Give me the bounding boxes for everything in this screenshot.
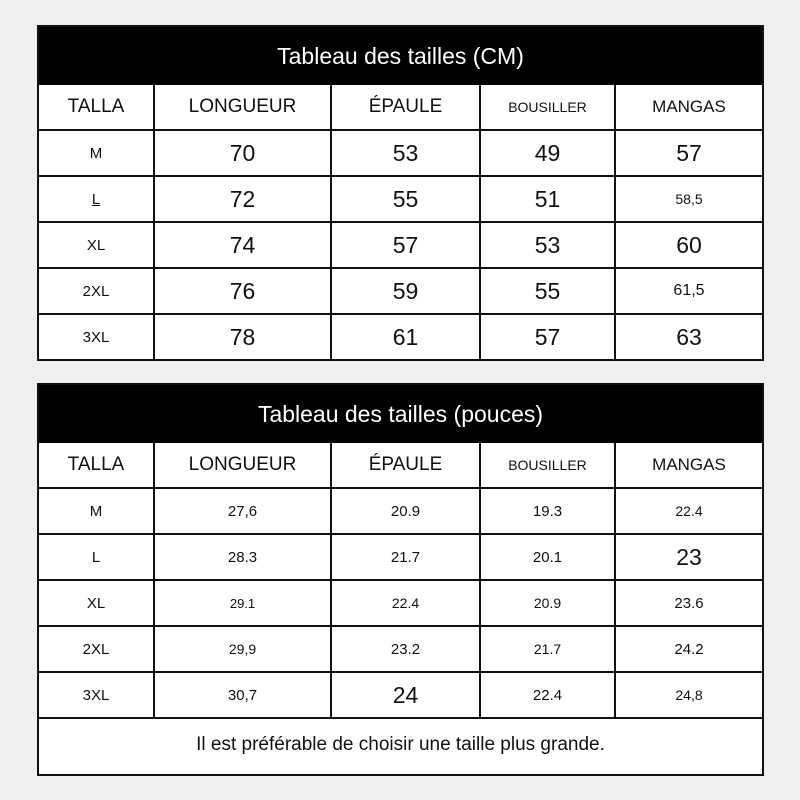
bust-cell: 51 bbox=[480, 176, 615, 222]
shoulder-cell: 21.7 bbox=[331, 534, 480, 580]
size-cell: M bbox=[39, 488, 154, 534]
table-row bbox=[39, 222, 762, 268]
sleeve-cell: 23 bbox=[615, 534, 762, 580]
sleeve-cell: 22.4 bbox=[615, 488, 762, 534]
shoulder-cell: 59 bbox=[331, 268, 480, 314]
column-header-shoulder: ÉPAULE bbox=[331, 443, 480, 488]
size-cell: XL bbox=[39, 580, 154, 626]
shoulder-cell: 20.9 bbox=[331, 488, 480, 534]
bust-cell: 20.1 bbox=[480, 534, 615, 580]
chart-title: Tableau des tailles (CM) bbox=[39, 27, 762, 85]
table-row bbox=[39, 672, 762, 718]
length-cell: 72 bbox=[154, 176, 331, 222]
length-cell: 28.3 bbox=[154, 534, 331, 580]
size-table bbox=[39, 85, 762, 359]
table-row bbox=[39, 626, 762, 672]
size-table bbox=[39, 443, 762, 771]
size-cell: M bbox=[39, 130, 154, 176]
bust-cell: 49 bbox=[480, 130, 615, 176]
column-header-length: LONGUEUR bbox=[154, 85, 331, 130]
size-chart-cm bbox=[37, 25, 764, 361]
size-cell: 3XL bbox=[39, 314, 154, 359]
table-row bbox=[39, 488, 762, 534]
header-row bbox=[39, 443, 762, 488]
sleeve-cell: 61,5 bbox=[615, 268, 762, 314]
bust-cell: 53 bbox=[480, 222, 615, 268]
sleeve-cell: 63 bbox=[615, 314, 762, 359]
size-cell: L bbox=[39, 534, 154, 580]
sleeve-cell: 57 bbox=[615, 130, 762, 176]
sleeve-cell: 58,5 bbox=[615, 176, 762, 222]
table-row bbox=[39, 314, 762, 359]
bust-cell: 21.7 bbox=[480, 626, 615, 672]
sleeve-cell: 24,8 bbox=[615, 672, 762, 718]
length-cell: 76 bbox=[154, 268, 331, 314]
shoulder-cell: 24 bbox=[331, 672, 480, 718]
bust-cell: 57 bbox=[480, 314, 615, 359]
shoulder-cell: 55 bbox=[331, 176, 480, 222]
shoulder-cell: 23.2 bbox=[331, 626, 480, 672]
bust-cell: 22.4 bbox=[480, 672, 615, 718]
length-cell: 74 bbox=[154, 222, 331, 268]
table-row bbox=[39, 534, 762, 580]
column-header-bust: BOUSILLER bbox=[480, 443, 615, 488]
length-cell: 29.1 bbox=[154, 580, 331, 626]
sleeve-cell: 23.6 bbox=[615, 580, 762, 626]
sleeve-cell: 60 bbox=[615, 222, 762, 268]
shoulder-cell: 57 bbox=[331, 222, 480, 268]
size-advice-note: Il est préférable de choisir une taille plus grande. bbox=[39, 718, 762, 771]
column-header-sleeve: MANGAS bbox=[615, 85, 762, 130]
length-cell: 29,9 bbox=[154, 626, 331, 672]
size-cell: 3XL bbox=[39, 672, 154, 718]
column-header-size: TALLA bbox=[39, 85, 154, 130]
length-cell: 70 bbox=[154, 130, 331, 176]
table-row bbox=[39, 268, 762, 314]
bust-cell: 20.9 bbox=[480, 580, 615, 626]
bust-cell: 19.3 bbox=[480, 488, 615, 534]
size-chart-inches bbox=[37, 383, 764, 776]
table-row bbox=[39, 176, 762, 222]
header-row bbox=[39, 85, 762, 130]
shoulder-cell: 53 bbox=[331, 130, 480, 176]
shoulder-cell: 61 bbox=[331, 314, 480, 359]
size-cell: L bbox=[39, 176, 154, 222]
length-cell: 27,6 bbox=[154, 488, 331, 534]
shoulder-cell: 22.4 bbox=[331, 580, 480, 626]
column-header-shoulder: ÉPAULE bbox=[331, 85, 480, 130]
bust-cell: 55 bbox=[480, 268, 615, 314]
sleeve-cell: 24.2 bbox=[615, 626, 762, 672]
note-row bbox=[39, 718, 762, 771]
size-cell: 2XL bbox=[39, 626, 154, 672]
column-header-bust: BOUSILLER bbox=[480, 85, 615, 130]
column-header-sleeve: MANGAS bbox=[615, 443, 762, 488]
column-header-size: TALLA bbox=[39, 443, 154, 488]
length-cell: 78 bbox=[154, 314, 331, 359]
chart-title: Tableau des tailles (pouces) bbox=[39, 385, 762, 443]
length-cell: 30,7 bbox=[154, 672, 331, 718]
table-row bbox=[39, 580, 762, 626]
table-row bbox=[39, 130, 762, 176]
column-header-length: LONGUEUR bbox=[154, 443, 331, 488]
size-cell: XL bbox=[39, 222, 154, 268]
size-cell: 2XL bbox=[39, 268, 154, 314]
